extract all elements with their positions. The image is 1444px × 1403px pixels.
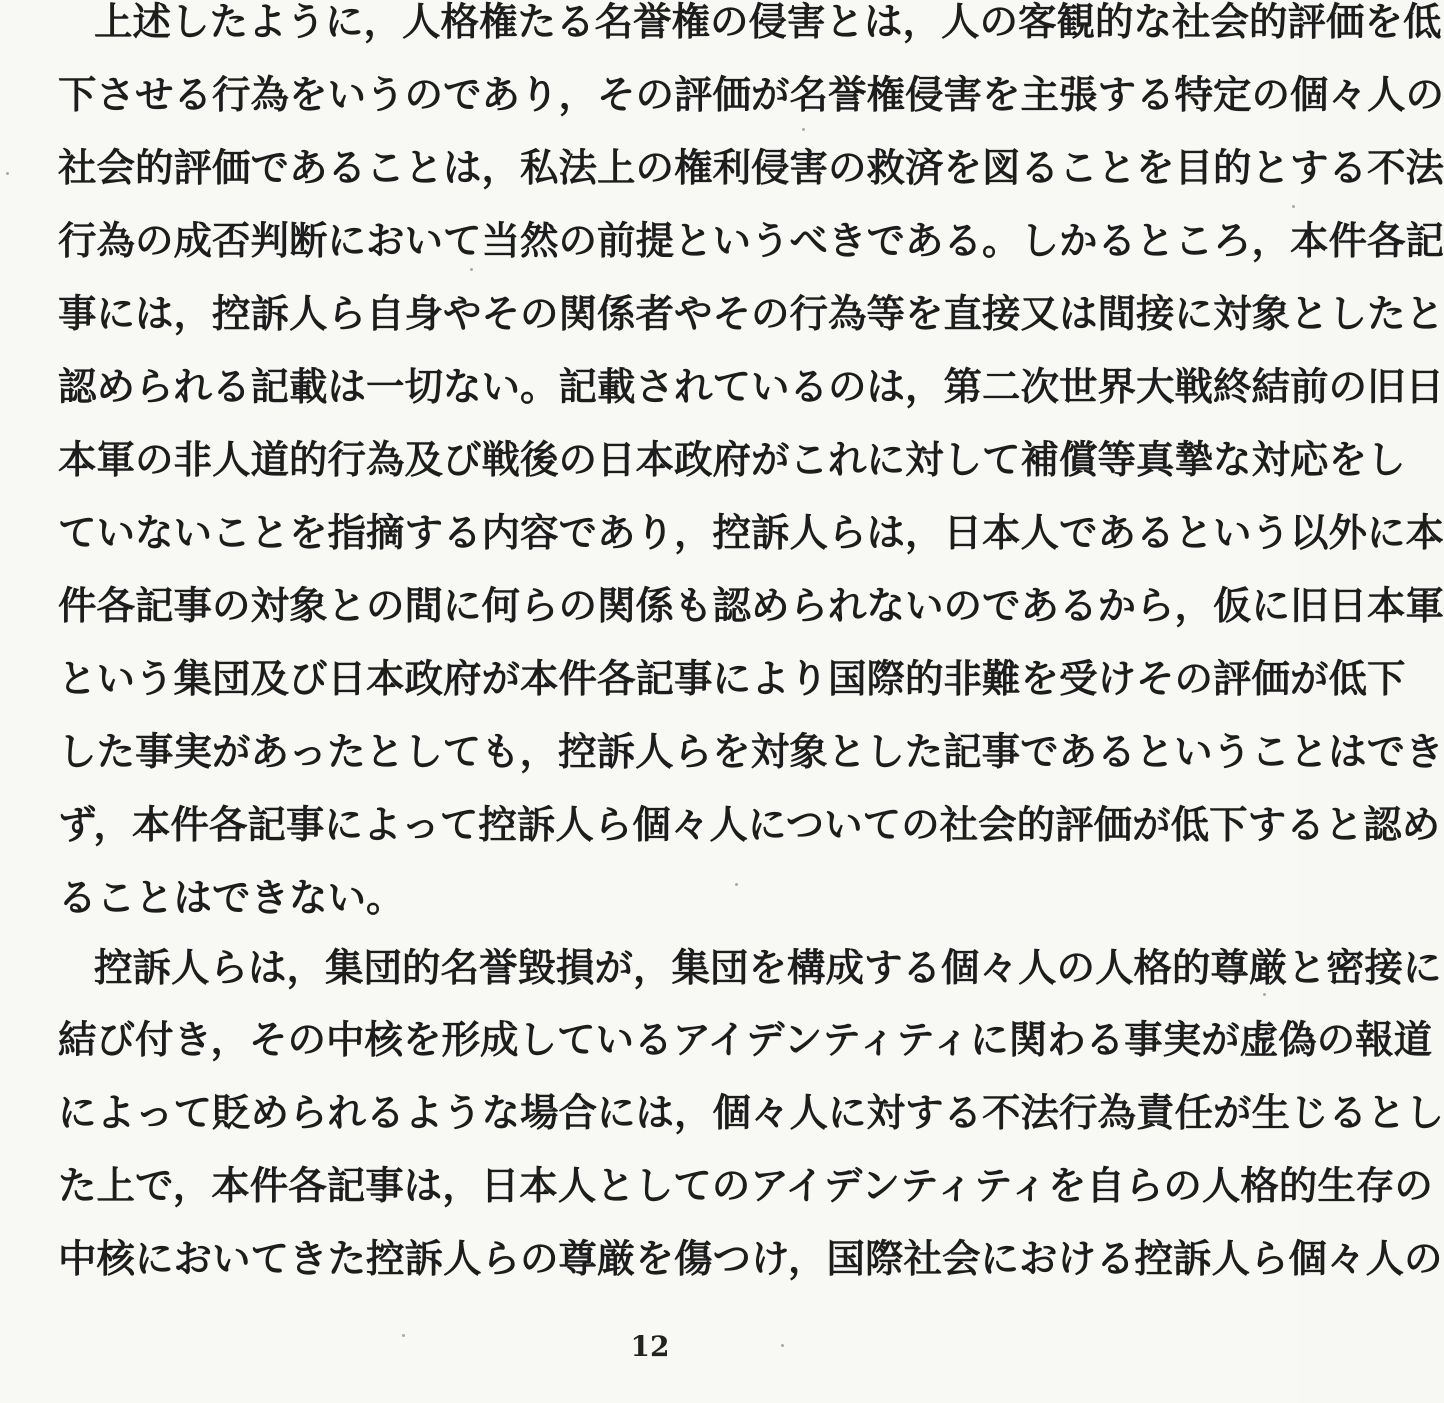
scan-speck [1263, 993, 1266, 996]
text-line: 中核においてきた控訴人らの尊厳を傷つけ，国際社会における控訴人ら個々人の [58, 1237, 1443, 1282]
text-line: ていないことを指摘する内容であり，控訴人らは，日本人であるという以外に本 [58, 511, 1444, 556]
text-line: 認められる記載は一切ない。記載されているのは，第二次世界大戦終結前の旧日 [58, 365, 1444, 410]
text-line: 控訴人らは，集団的名誉毀損が，集団を構成する個々人の人格的尊厳と密接に [94, 946, 1442, 991]
scan-speck [781, 1344, 784, 1347]
text-line: 本軍の非人道的行為及び戦後の日本政府がこれに対して補償等真摯な対応をし [58, 438, 1406, 483]
text-line: ず，本件各記事によって控訴人ら個々人についての社会的評価が低下すると認め [58, 803, 1441, 848]
text-line: 結び付き，その中核を形成しているアイデンティティに関わる事実が虚偽の報道 [58, 1018, 1433, 1063]
text-line: ることはできない。 [58, 876, 405, 921]
scan-speck [802, 128, 805, 131]
scan-speck [735, 883, 738, 886]
scan-speck [470, 268, 473, 271]
text-line: 件各記事の対象との間に何らの関係も認められないのであるから，仮に旧日本軍 [58, 584, 1444, 629]
text-line: 下させる行為をいうのであり，その評価が名誉権侵害を主張する特定の個々人の [58, 73, 1444, 118]
text-line: 社会的評価であることは，私法上の権利侵害の救済を図ることを目的とする不法 [58, 146, 1444, 191]
text-line: 事には，控訴人ら自身やその関係者やその行為等を直接又は間接に対象としたと [58, 292, 1444, 337]
scan-speck [1292, 205, 1295, 208]
text-line: 上述したように，人格権たる名誉権の侵害とは，人の客観的な社会的評価を低 [94, 0, 1442, 45]
text-line: 行為の成否判断において当然の前提というべきである。しかるところ，本件各記 [58, 219, 1444, 264]
text-line: た上で，本件各記事は，日本人としてのアイデンティティを自らの人格的生存の [58, 1164, 1433, 1209]
text-line: という集団及び日本政府が本件各記事により国際的非難を受けその評価が低下 [58, 657, 1406, 702]
page-number: 12 [630, 1330, 670, 1363]
text-line: によって貶められるような場合には，個々人に対する不法行為責任が生じるとし [58, 1091, 1444, 1136]
text-line: した事実があったとしても，控訴人らを対象とした記事であるということはでき [58, 730, 1444, 775]
scan-speck [402, 1334, 405, 1337]
scan-speck [6, 172, 9, 175]
